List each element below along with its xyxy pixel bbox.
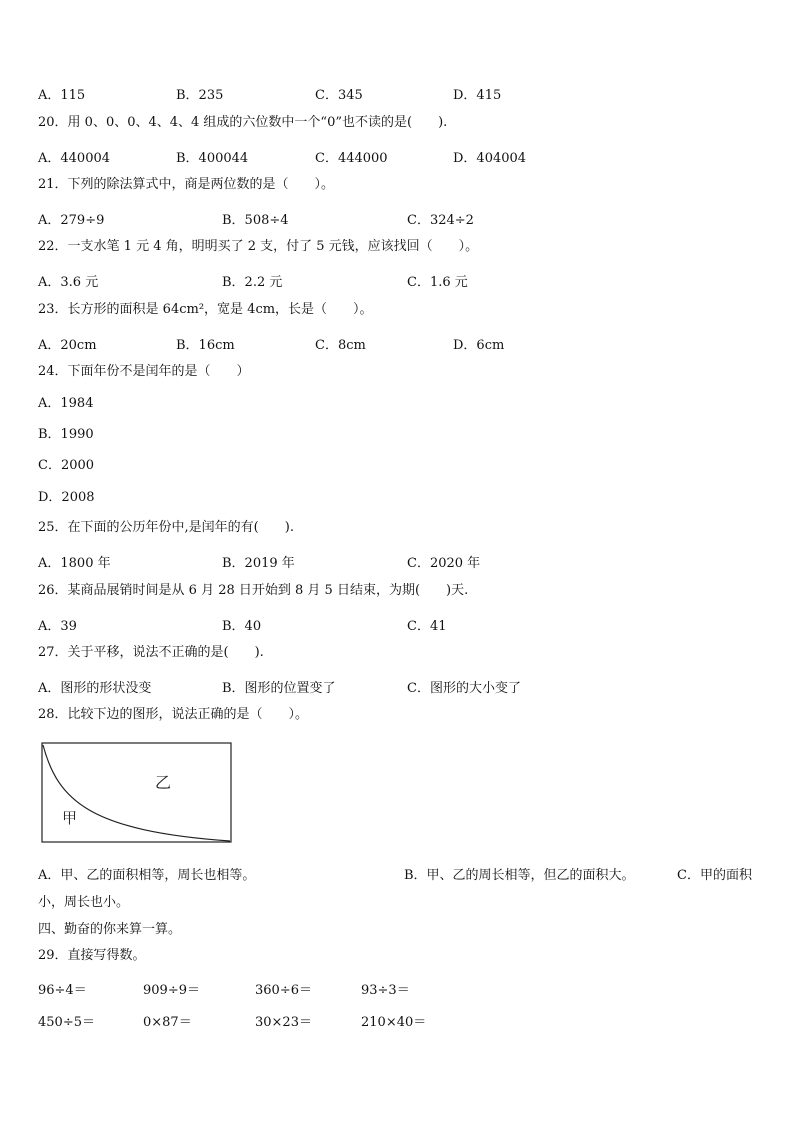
q29-problem-6: 0×87＝ xyxy=(143,1015,192,1030)
q20-option-b[interactable]: B．400044 xyxy=(176,151,249,166)
q23-stem: 23．长方形的面积是 64cm²，宽是 4cm，长是（ ）。 xyxy=(38,302,373,317)
q26-option-b[interactable]: B．40 xyxy=(222,619,262,634)
q26-stem: 26．某商品展销时间是从 6 月 28 日开始到 8 月 5 日结束，为期( )天. xyxy=(38,583,469,598)
q28-option-b[interactable]: B．甲、乙的周长相等，但乙的面积大。 xyxy=(404,868,635,883)
q28-figure xyxy=(40,741,234,845)
q23-options xyxy=(0,334,794,353)
q20-options xyxy=(0,147,794,166)
q22-stem: 22．一支水笔 1 元 4 角，明明买了 2 支，付了 5 元钱，应该找回（ ）。 xyxy=(38,239,479,254)
q23-option-a[interactable]: A．20cm xyxy=(38,338,97,353)
q24-option-d[interactable]: D．2008 xyxy=(38,490,95,505)
q23-option-d[interactable]: D．6cm xyxy=(453,338,505,353)
q24-option-a[interactable]: A．1984 xyxy=(38,396,94,411)
q24-option-c[interactable]: C．2000 xyxy=(38,458,95,473)
q29-problem-5: 450÷5＝ xyxy=(38,1015,95,1030)
q24-option-b[interactable]: B．1990 xyxy=(38,427,94,442)
q29-stem: 29．直接写得数。 xyxy=(38,948,146,963)
q25-option-c[interactable]: C．2020 年 xyxy=(407,556,481,571)
q26-option-a[interactable]: A．39 xyxy=(38,619,77,634)
q25-stem: 25．在下面的公历年份中,是闰年的有( ). xyxy=(38,520,294,535)
q26-options xyxy=(0,615,794,634)
q21-option-b[interactable]: B．508÷4 xyxy=(222,213,289,228)
q29-problem-1: 96÷4＝ xyxy=(38,983,87,998)
q29-problem-4: 93÷3＝ xyxy=(361,983,410,998)
q23-option-c[interactable]: C．8cm xyxy=(315,338,366,353)
q27-option-c[interactable]: C．图形的大小变了 xyxy=(407,681,521,696)
q28-label-yi: 乙 xyxy=(155,773,172,792)
q19-option-a[interactable]: A．115 xyxy=(38,88,86,103)
q21-options xyxy=(0,209,794,228)
q25-option-b[interactable]: B．2019 年 xyxy=(222,556,295,571)
q29-problem-2: 909÷9＝ xyxy=(143,983,200,998)
q28-label-jia: 甲 xyxy=(62,809,78,827)
q29-problem-8: 210×40＝ xyxy=(361,1015,427,1030)
q20-option-a[interactable]: A．440004 xyxy=(38,151,111,166)
q25-option-a[interactable]: A．1800 年 xyxy=(38,556,111,571)
q21-option-c[interactable]: C．324÷2 xyxy=(407,213,474,228)
q19-option-c[interactable]: C．345 xyxy=(315,88,363,103)
q20-option-d[interactable]: D．404004 xyxy=(453,151,527,166)
q25-options xyxy=(0,552,794,571)
q21-stem: 21．下列的除法算式中，商是两位数的是（ ）。 xyxy=(38,177,335,192)
q22-option-c[interactable]: C．1.6 元 xyxy=(407,275,468,290)
q22-option-a[interactable]: A．3.6 元 xyxy=(38,275,99,290)
q28-stem: 28．比较下边的图形，说法正确的是（ ）。 xyxy=(38,707,309,722)
q27-options xyxy=(0,677,794,696)
q28-option-c[interactable]: C．甲的面积 xyxy=(677,868,752,883)
q29-problem-7: 30×23＝ xyxy=(255,1015,312,1030)
q28-options xyxy=(0,864,794,883)
section-4-title: 四、勤奋的你来算一算。 xyxy=(38,922,182,937)
q27-option-a[interactable]: A．图形的形状没变 xyxy=(38,681,152,696)
q22-option-b[interactable]: B．2.2 元 xyxy=(222,275,283,290)
q19-option-b[interactable]: B．235 xyxy=(176,88,224,103)
q29-row-2 xyxy=(0,1011,794,1030)
q19-option-d[interactable]: D．415 xyxy=(453,88,502,103)
q28-option-c-wrap: 小，周长也小。 xyxy=(38,895,130,910)
q26-option-c[interactable]: C．41 xyxy=(407,619,447,634)
q29-row-1 xyxy=(0,979,794,998)
q23-option-b[interactable]: B．16cm xyxy=(176,338,235,353)
q27-option-b[interactable]: B．图形的位置变了 xyxy=(222,681,336,696)
q27-stem: 27．关于平移，说法不正确的是( ). xyxy=(38,645,264,660)
q29-problem-3: 360÷6＝ xyxy=(255,983,312,998)
q22-options xyxy=(0,271,794,290)
q20-stem: 20．用 0、0、0、4、4、4 组成的六位数中一个“0”也不读的是( ). xyxy=(38,115,448,130)
q21-option-a[interactable]: A．279÷9 xyxy=(38,213,105,228)
q24-stem: 24．下面年份不是闰年的是（ ） xyxy=(38,364,250,379)
q19-options xyxy=(0,84,794,103)
q28-option-a[interactable]: A．甲、乙的面积相等，周长也相等。 xyxy=(38,868,256,883)
q20-option-c[interactable]: C．444000 xyxy=(315,151,388,166)
